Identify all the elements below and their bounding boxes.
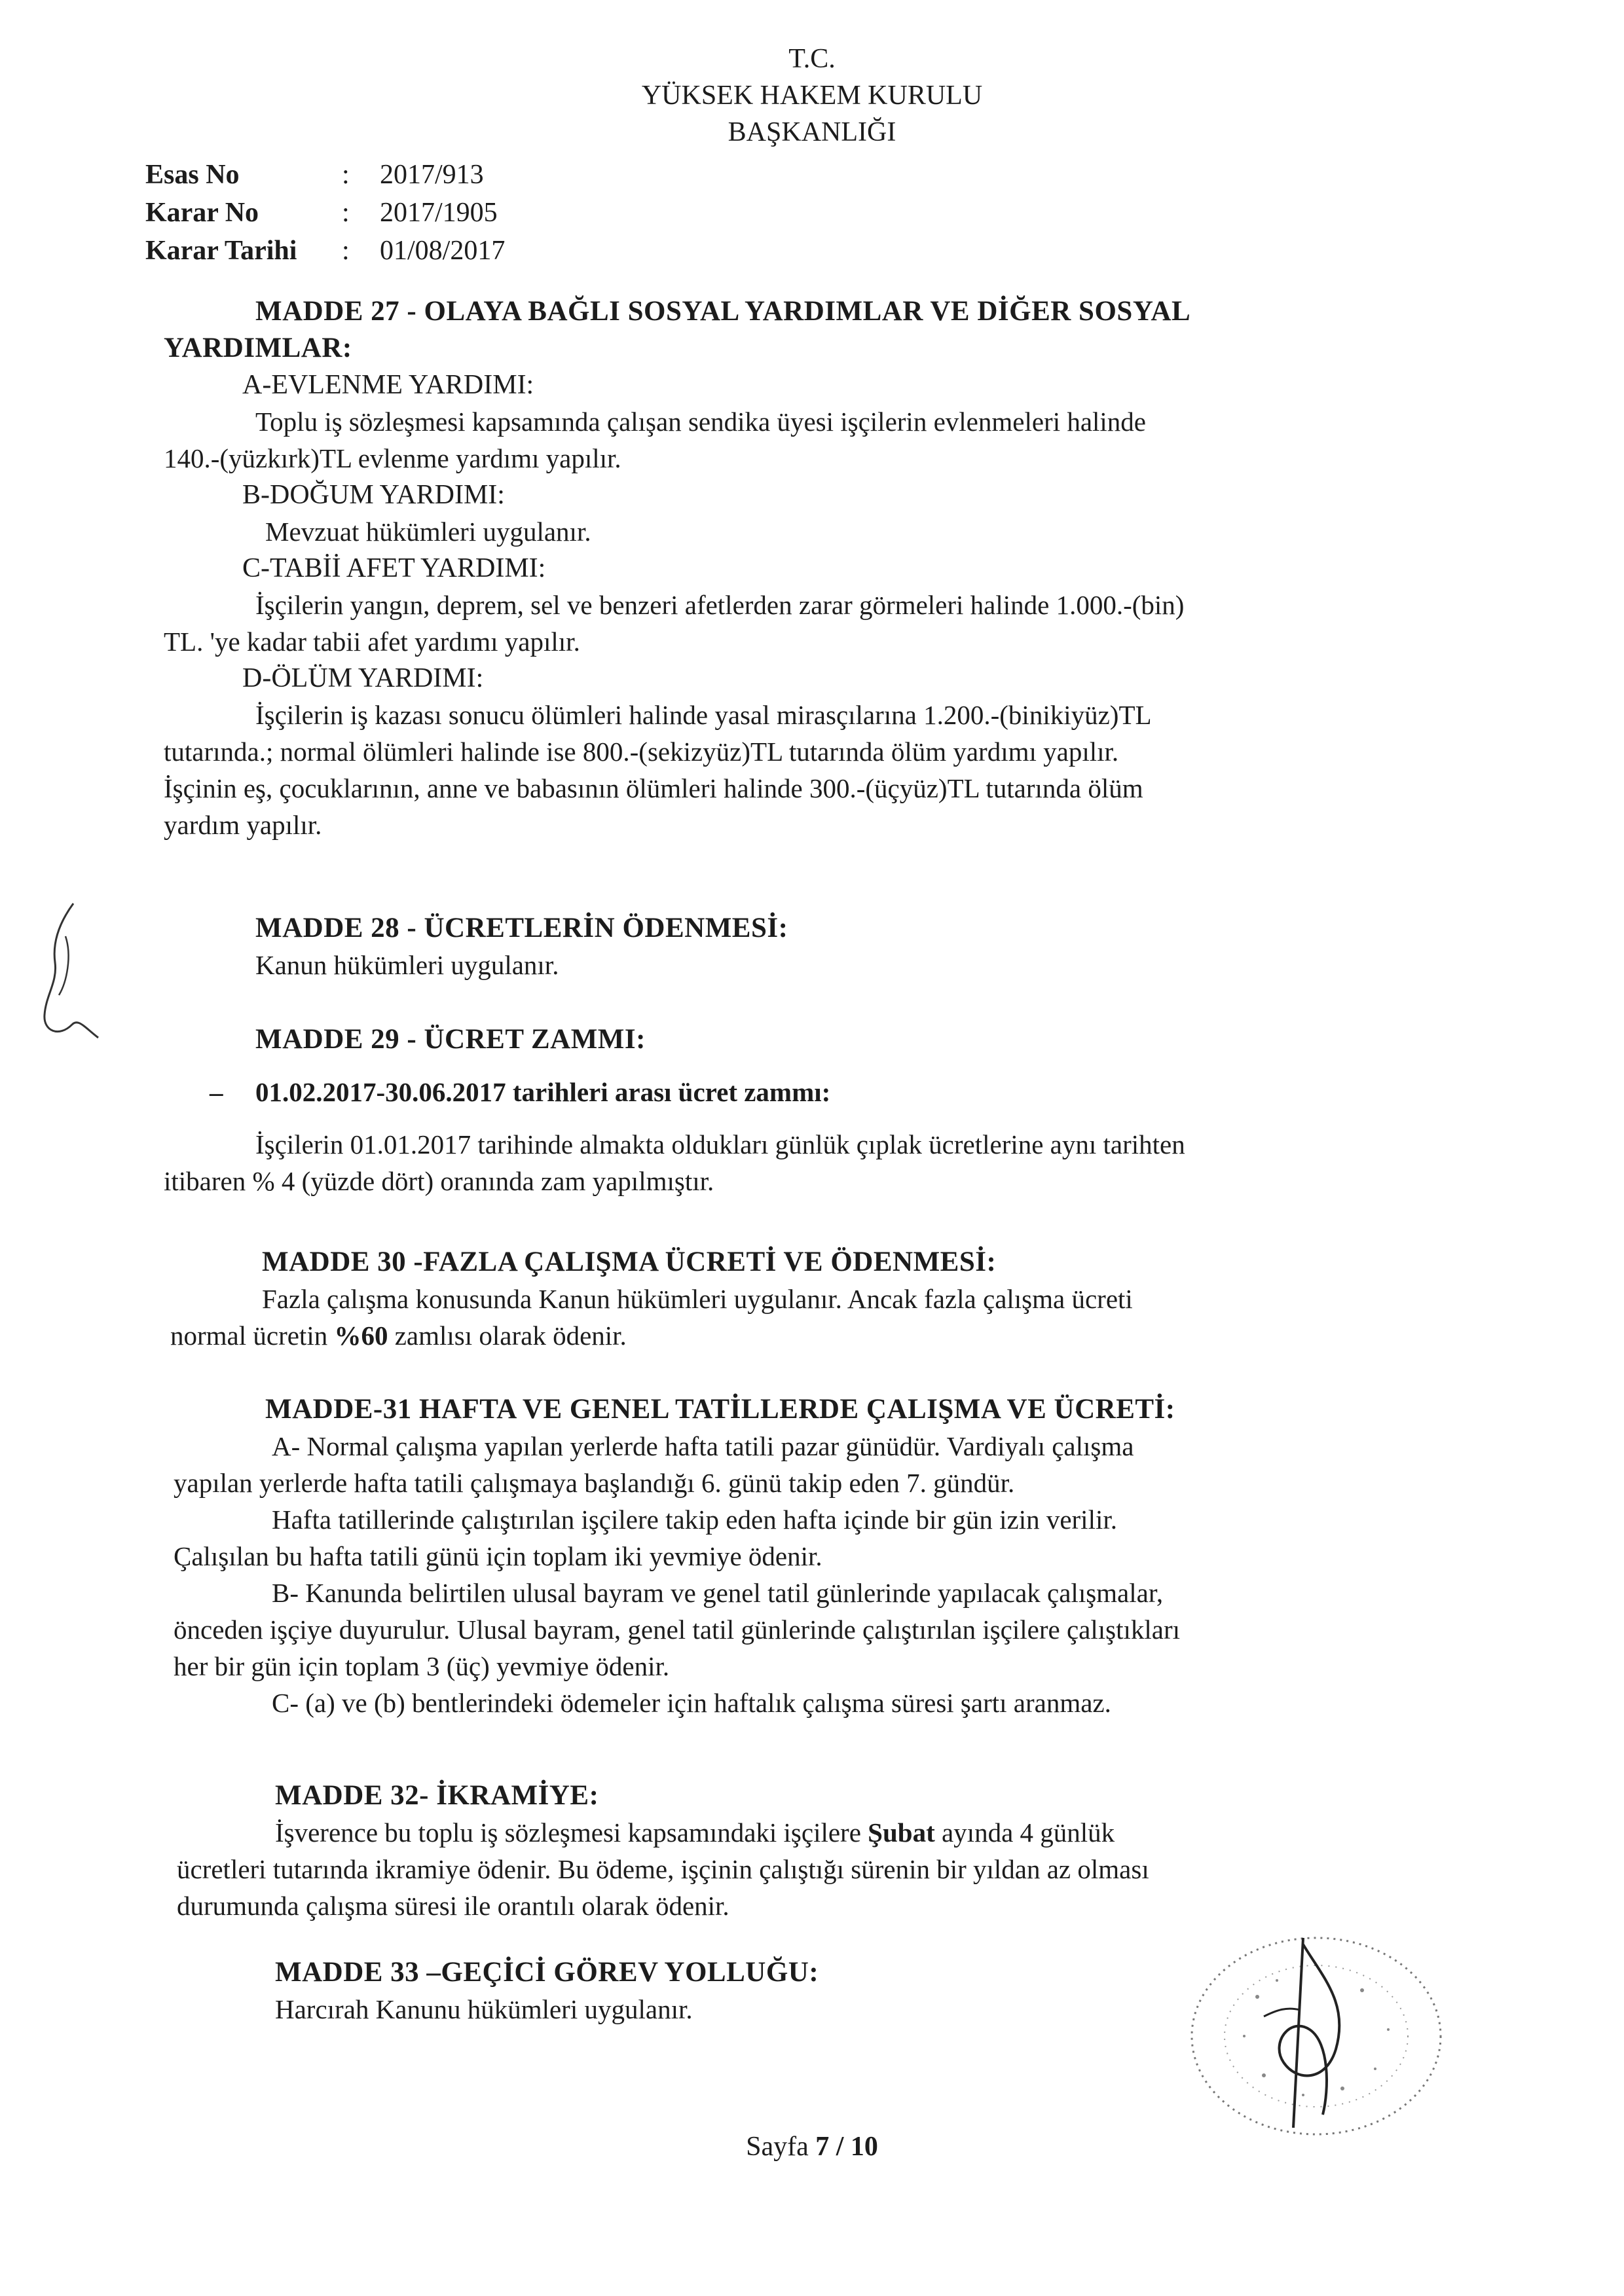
madde-32-line1-end: ayında 4 günlük: [934, 1817, 1115, 1848]
madde-27-c-line2: TL. 'ye kadar tabii afet yardımı yapılır.: [164, 627, 580, 657]
official-stamp-icon: [1172, 1918, 1473, 2141]
madde-30-line2-end: zamlısı olarak ödenir.: [388, 1321, 627, 1351]
madde-31-line8: C- (a) ve (b) bentlerindeki ödemeler için haftalık çalışma süresi şartı aranmaz.: [272, 1688, 1111, 1718]
page-count: 7 / 10: [815, 2132, 878, 2162]
madde-32-line3: durumunda çalışma süresi ile orantılı olarak ödenir.: [177, 1891, 729, 1921]
madde-27-b-line1: Mevzuat hükümleri uygulanır.: [265, 517, 591, 547]
tarih-label: Karar Tarihi: [145, 236, 297, 266]
margin-initials-icon: [26, 897, 118, 1048]
madde-27-title-cont: YARDIMLAR:: [164, 333, 352, 363]
header-tc: T.C.: [788, 44, 836, 74]
meta-separator: :: [342, 160, 350, 190]
madde-27-d-title: D-ÖLÜM YARDIMI:: [242, 663, 484, 693]
madde-30-rate: %60: [334, 1321, 388, 1351]
case-meta: [145, 156, 505, 270]
madde-27-d-line1: İşçilerin iş kazası sonucu ölümleri halinde yasal mirasçılarına 1.200.-(binikiyüz)TL: [255, 700, 1152, 730]
madde-31-line5: B- Kanunda belirtilen ulusal bayram ve genel tatil günlerinde yapılacak çalışmalar,: [272, 1578, 1164, 1608]
madde-27-a-line2: 140.-(yüzkırk)TL evlenme yardımı yapılır.: [164, 443, 621, 473]
madde-33: [275, 1954, 1192, 2028]
madde-32-line2: ücretleri tutarında ikramiye ödenir. Bu ödeme, işçinin çalıştığı sürenin bir yıldan az olması: [177, 1854, 1149, 1884]
madde-33-line1: Harcırah Kanunu hükümleri uygulanır.: [275, 1994, 693, 2024]
madde-30-line2-start: normal ücretin: [170, 1321, 335, 1351]
madde-27-b-title: B-DOĞUM YARDIMI:: [242, 480, 505, 510]
madde-30-line1: Fazla çalışma konusunda Kanun hükümleri uygulanır. Ancak fazla çalışma ücreti: [262, 1284, 1133, 1314]
madde-27-title: MADDE 27 - OLAYA BAĞLI SOSYAL YARDIMLAR VE DİĞER SOSYAL: [255, 296, 1191, 327]
madde-27-d-line3: İşçinin eş, çocuklarının, anne ve babasının ölümleri halinde 300.-(üçyüz)TL tutarında ölüm: [164, 773, 1143, 803]
madde-32-title: MADDE 32- İKRAMİYE:: [275, 1780, 599, 1811]
meta-separator: :: [342, 198, 350, 228]
madde-27: [164, 293, 1395, 843]
madde-29-line2: itibaren % 4 (yüzde dört) oranında zam yapılmıştır.: [164, 1166, 714, 1196]
madde-32: [177, 1777, 1408, 1924]
madde-29-line1: İşçilerin 01.01.2017 tarihinde almakta oldukları günlük çıplak ücretlerine aynı tarihten: [255, 1129, 1185, 1159]
madde-33-title: MADDE 33 –GEÇİCİ GÖREV YOLLUĞU:: [275, 1957, 819, 1988]
madde-27-a-title: A-EVLENME YARDIMI:: [242, 370, 534, 400]
karar-label: Karar No: [145, 198, 259, 228]
madde-28: [255, 910, 1369, 983]
madde-30-title: MADDE 30 -FAZLA ÇALIŞMA ÜCRETİ VE ÖDENMESİ:: [262, 1247, 997, 1277]
madde-28-title: MADDE 28 - ÜCRETLERİN ÖDENMESİ:: [255, 913, 788, 943]
madde-31-title: MADDE-31 HAFTA VE GENEL TATİLLERDE ÇALIŞMA VE ÜCRETİ:: [265, 1394, 1175, 1425]
madde-31-line1: A- Normal çalışma yapılan yerlerde hafta tatili pazar günüdür. Vardiyalı çalışma: [272, 1431, 1134, 1461]
madde-31-line2: yapılan yerlerde hafta tatili çalışmaya başlandığı 6. günü takip eden 7. gündür.: [174, 1468, 1015, 1498]
madde-27-d-line4: yardım yapılır.: [164, 810, 322, 840]
madde-27-a-line1: Toplu iş sözleşmesi kapsamında çalışan sendika üyesi işçilerin evlenmeleri halinde: [255, 407, 1147, 437]
header-institution: YÜKSEK HAKEM KURULU: [641, 81, 983, 111]
esas-label: Esas No: [145, 160, 240, 190]
madde-29: [164, 1021, 1395, 1199]
karar-value: 2017/1905: [380, 198, 498, 228]
madde-32-line1-start: İşverence bu toplu iş sözleşmesi kapsamındaki işçilere: [275, 1817, 868, 1848]
madde-32-month: Şubat: [868, 1817, 935, 1848]
madde-29-period: 01.02.2017-30.06.2017 tarihleri arası ücret zammı:: [255, 1077, 831, 1107]
madde-31-line6: önceden işçiye duyurulur. Ulusal bayram, genel tatil günlerinde çalıştırılan işçilere çalıştıkları: [174, 1614, 1180, 1645]
madde-28-line1: Kanun hükümleri uygulanır.: [255, 950, 559, 980]
madde-31-line7: her bir gün için toplam 3 (üç) yevmiye ödenir.: [174, 1651, 670, 1681]
madde-29-title: MADDE 29 - ÜCRET ZAMMI:: [255, 1024, 646, 1055]
madde-27-d-line2: tutarında.; normal ölümleri halinde ise 800.-(sekizyüz)TL tutarında ölüm yardımı yapılır.: [164, 737, 1119, 767]
madde-27-c-line1: İşçilerin yangın, deprem, sel ve benzeri afetlerden zarar görmeleri halinde 1.000.-(bin): [255, 590, 1185, 620]
madde-31: [174, 1391, 1405, 1721]
madde-31-line4: Çalışılan bu hafta tatili günü için toplam iki yevmiye ödenir.: [174, 1541, 822, 1571]
madde-31-line3: Hafta tatillerinde çalıştırılan işçilere takip eden hafta içinde bir gün izin verilir.: [272, 1504, 1117, 1535]
madde-29-dash: –: [210, 1077, 223, 1107]
madde-30: [170, 1244, 1401, 1354]
header-presidency: BAŞKANLIĞI: [728, 117, 896, 147]
madde-30-line2: [170, 1317, 1401, 1354]
page-prefix: Sayfa: [746, 2132, 816, 2162]
esas-value: 2017/913: [380, 160, 484, 190]
meta-separator: :: [342, 236, 350, 266]
tarih-value: 01/08/2017: [380, 236, 506, 266]
madde-27-c-title: C-TABİİ AFET YARDIMI:: [242, 553, 546, 583]
